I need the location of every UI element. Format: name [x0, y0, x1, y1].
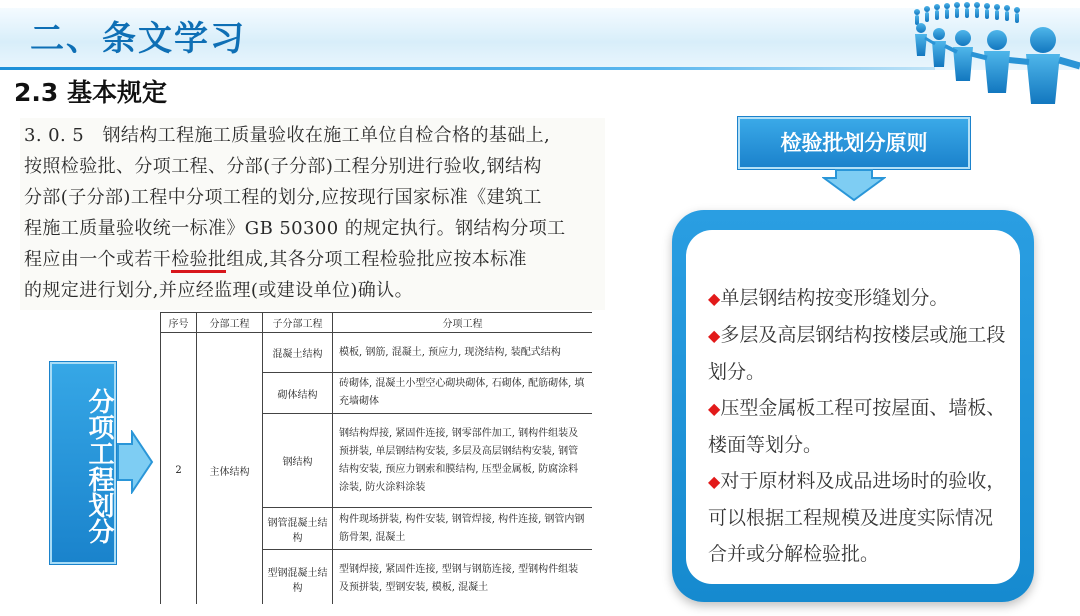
- principles-card: [672, 210, 1034, 602]
- bullet-diamond-icon: ◆: [708, 326, 721, 345]
- sub-division-cell: 砌体结构: [263, 373, 333, 414]
- clause-line: 分部(子分部)工程中分项工程的划分,应按现行国家标准《建筑工: [24, 187, 542, 208]
- clause-line: 按照检验批、分项工程、分部(子分部)工程分别进行验收,钢结构: [24, 156, 542, 177]
- sub-division-cell: 钢管混凝土结构: [263, 508, 333, 550]
- page-title: 二、条文学习: [30, 19, 246, 59]
- division-table-wrap: [160, 312, 592, 604]
- division-cell: 主体结构: [197, 333, 263, 605]
- list-item: [708, 280, 1008, 317]
- list-item-text: 多层及高层钢结构按楼层或施工段划分。: [708, 324, 1006, 383]
- items-cell: 钢结构焊接, 紧固件连接, 钢零部件加工, 钢构件组装及预拼装, 单层钢结构安装, 多层及高层钢结构安装, 钢管结构安装, 预应力钢索和膜结构, 压型金属板, 防腐涂料涂装, 防火涂料涂装: [333, 414, 593, 508]
- clause-line: 程施工质量验收统一标准》GB 50300 的规定执行。钢结构分项工: [24, 218, 566, 239]
- list-item-text: 对于原材料及成品进场时的验收，可以根据工程规模及进度实际情况合并或分解检验批。: [708, 470, 1006, 565]
- division-table: [160, 312, 592, 604]
- header-divider: [0, 67, 935, 70]
- bullet-diamond-icon: ◆: [708, 399, 721, 418]
- clause-text: 组成,其各分项工程检验批应按本标准: [226, 249, 527, 270]
- table-header-row: [161, 313, 593, 333]
- list-item: [708, 317, 1008, 390]
- sub-item-division-callout: [50, 362, 116, 564]
- callout-label: 分项工程划分: [84, 388, 114, 544]
- column-header: 序号: [161, 313, 197, 333]
- column-header: 子分部工程: [263, 313, 333, 333]
- section-title: 2.3 基本规定: [14, 78, 167, 107]
- column-header: 分项工程: [333, 313, 593, 333]
- items-cell: 构件现场拼装, 构件安装, 钢管焊接, 构件连接, 钢管内钢筋骨架, 混凝土: [333, 508, 593, 550]
- sub-division-cell: 型钢混凝土结构: [263, 550, 333, 605]
- principles-title: 检验批划分原则: [738, 117, 970, 169]
- clause-line: 3. 0. 5 钢结构工程施工质量验收在施工单位自检合格的基础上,: [24, 125, 551, 146]
- sub-division-cell: 混凝土结构: [263, 333, 333, 373]
- clause-line: 的规定进行划分,并应经监理(或建设单位)确认。: [24, 280, 413, 301]
- bullet-diamond-icon: ◆: [708, 289, 721, 308]
- people-holding-hands-icon: [905, 0, 1080, 112]
- items-cell: 型钢焊接, 紧固件连接, 型钢与钢筋连接, 型钢构件组装及预拼装, 型钢安装, 模板, 混凝土: [333, 550, 593, 605]
- arrow-right-icon: [116, 430, 154, 494]
- items-cell: 模板, 钢筋, 混凝土, 预应力, 现浇结构, 装配式结构: [333, 333, 593, 373]
- list-item-text: 压型金属板工程可按屋面、墙板、楼面等划分。: [708, 397, 1006, 456]
- seq-cell: 2: [161, 333, 197, 605]
- items-cell: 砖砌体, 混凝土小型空心砌块砌体, 石砌体, 配筋砌体, 填充墙砌体: [333, 373, 593, 414]
- list-item-text: 单层钢结构按变形缝划分。: [720, 287, 949, 309]
- sub-division-cell: 钢结构: [263, 414, 333, 508]
- principles-list: [708, 280, 1008, 572]
- bullet-diamond-icon: ◆: [708, 472, 721, 491]
- principles-card-inner: [686, 230, 1020, 584]
- clause-line: [24, 244, 527, 276]
- list-item: [708, 463, 1008, 572]
- table-row: [161, 333, 593, 373]
- underlined-term: 检验批: [171, 249, 226, 273]
- column-header: 分部工程: [197, 313, 263, 333]
- list-item: [708, 390, 1008, 463]
- arrow-down-icon: [822, 168, 886, 202]
- clause-paragraph: [20, 118, 605, 310]
- clause-text: 程应由一个或若干: [24, 249, 172, 270]
